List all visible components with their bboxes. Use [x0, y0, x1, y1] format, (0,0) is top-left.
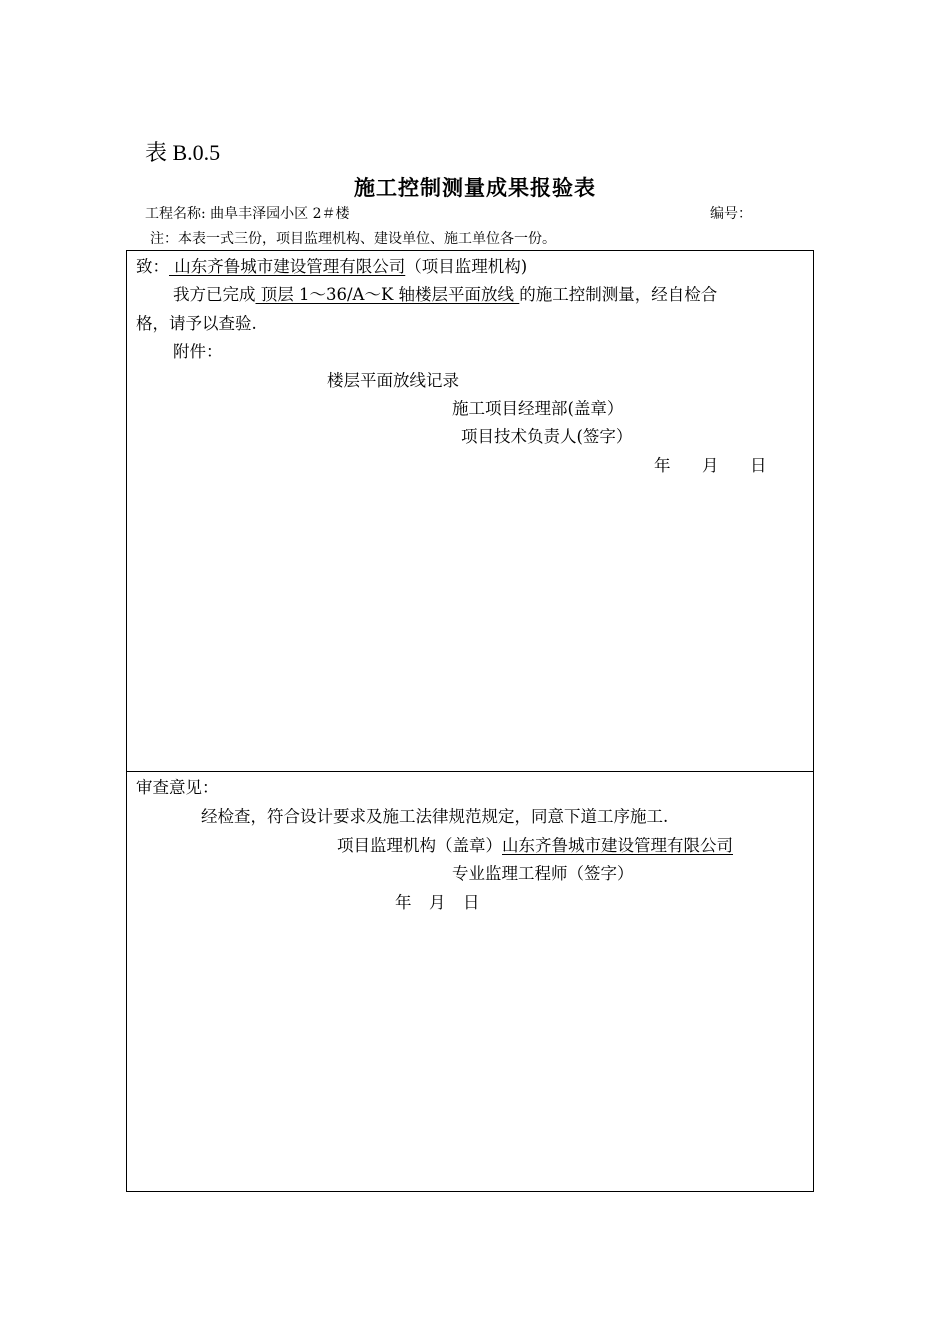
date-year: 年 [654, 456, 671, 475]
form-title: 施工控制测量成果报验表 [354, 176, 596, 200]
review-section [126, 771, 814, 1192]
body-line-2: 格，请予以查验. [136, 314, 257, 333]
review-org-name: 山东齐鲁城市建设管理有限公司 [502, 836, 733, 855]
submission-section [126, 250, 814, 772]
date-day: 日 [750, 456, 767, 475]
body-line-1 [173, 281, 717, 305]
review-label: 审查意见： [136, 778, 219, 797]
recipient-suffix: （项目监理机构) [405, 257, 528, 276]
number-label: 编号： [710, 206, 752, 222]
body-suffix: 的施工控制测量，经自检合 [519, 285, 718, 304]
to-prefix: 致： [136, 257, 169, 276]
attachments-label: 附件： [173, 342, 223, 361]
body-prefix: 我方已完成 [173, 285, 256, 304]
dept-stamp: 施工项目经理部(盖章） [452, 399, 624, 418]
project-label: 工程名称: [145, 206, 206, 222]
review-date-year: 年 [395, 893, 412, 912]
tech-sign: 项目技术负责人(签字） [461, 427, 633, 446]
date-month: 月 [702, 456, 719, 475]
engineer-sign: 专业监理工程师（签字） [452, 864, 634, 883]
attachment-item: 楼层平面放线记录 [327, 371, 459, 390]
review-org-line [337, 832, 733, 856]
project-name: 曲阜丰泽园小区 2＃楼 [210, 206, 350, 222]
review-opinion: 经检查，符合设计要求及施工法律规范规定，同意下道工序施工. [201, 807, 669, 826]
review-org-prefix: 项目监理机构（盖章） [337, 836, 502, 855]
recipient-line [136, 253, 527, 277]
form-code: 表 B.0.5 [145, 140, 221, 165]
note-line: 注：本表一式三份，项目监理机构、建设单位、施工单位各一份。 [150, 231, 556, 247]
work-description: 顶层 1～36/A～K 轴楼层平面放线 [255, 285, 520, 304]
recipient-org: 山东齐鲁城市建设管理有限公司 [169, 257, 406, 276]
review-date-day: 日 [463, 893, 480, 912]
project-line [145, 203, 350, 223]
review-date-month: 月 [429, 893, 446, 912]
